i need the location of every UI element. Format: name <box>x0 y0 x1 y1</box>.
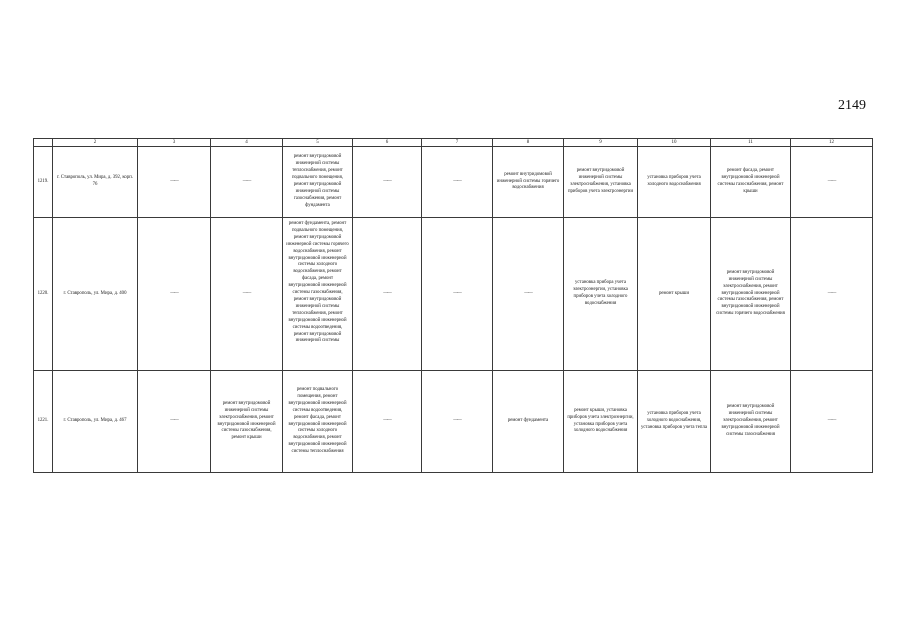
column-number: 11 <box>711 139 791 147</box>
dash-placeholder: —— <box>422 147 493 218</box>
work-list: ремонт фасада, ремонт внутридомовой инженерной системы газоснабжения, ремонт крыши <box>711 147 791 218</box>
work-list: ремонт внутридомовой инженерной системы теплоснабжения, ремонт подвального помещения, ремонт внутридомовой инженерной системы газоснабжения, ремонт фундамента <box>283 147 353 218</box>
dash-placeholder: —— <box>138 147 211 218</box>
work-list: ремонт внутридомовой инженерной системы горячего водоснабжения <box>493 147 564 218</box>
table-row <box>34 218 873 371</box>
dash-placeholder: —— <box>353 218 422 371</box>
work-list-cell <box>283 218 353 371</box>
work-list: ремонт внутридомовой инженерной системы электроснабжения, ремонт внутридомовой инженерной системы газоснабжения, ремонт крыши <box>211 371 283 473</box>
table-row <box>34 147 873 218</box>
work-list: ремонт фундамента <box>493 371 564 473</box>
table-row <box>34 371 873 473</box>
column-number: 8 <box>493 139 564 147</box>
dash-placeholder: —— <box>791 371 873 473</box>
column-number: 10 <box>638 139 711 147</box>
works-table <box>33 138 873 473</box>
column-number <box>34 139 53 147</box>
dash-placeholder: —— <box>211 218 283 371</box>
address: г. Ставрополь, ул. Мира, д. 467 <box>53 371 138 473</box>
dash-placeholder: —— <box>422 371 493 473</box>
dash-placeholder: —— <box>791 147 873 218</box>
dash-placeholder: —— <box>791 218 873 371</box>
column-number: 5 <box>283 139 353 147</box>
work-list: установка приборов учета холодного водоснабжения <box>638 147 711 218</box>
row-number: 1219. <box>34 147 53 218</box>
work-list: ремонт фундамента, ремонт подвального помещения, ремонт внутридомовой инженерной системы горячего водоснабжения, ремонт внутридомовой инженерной системы холодного водоснабжения, ремонт фасада, ремонт внутридомовой инженерной системы газоснабжения, ремонт внутридомовой инженерной системы теплоснабжения, ремонт внутридомовой инженерной системы водоотведения, ремонт внутридомовой инженерной системы <box>286 221 349 344</box>
work-list: ремонт подвального помещения, ремонт внутридомовой инженерной системы водоотведения, ремонт фасада, ремонт внутридомовой инженерной системы холодного водоснабжения, ремонт внутридомовой инженерной системы теплоснабжения <box>283 371 353 473</box>
dash-placeholder: —— <box>422 218 493 371</box>
address: г. Ставрополь, ул. Мира, д. 400 <box>53 218 138 371</box>
column-number: 2 <box>53 139 138 147</box>
work-list: ремонт крыши, установка приборов учета электроэнергии, установка приборов учета холодного водоснабжения <box>564 371 638 473</box>
row-number: 1221. <box>34 371 53 473</box>
dash-placeholder: —— <box>211 147 283 218</box>
column-number: 4 <box>211 139 283 147</box>
row-number: 1220. <box>34 218 53 371</box>
dash-placeholder: —— <box>138 218 211 371</box>
column-number: 6 <box>353 139 422 147</box>
work-list: ремонт крыши <box>638 218 711 371</box>
dash-placeholder: —— <box>353 147 422 218</box>
work-list: установка приборов учета холодного водоснабжения, установка приборов учета тепла <box>638 371 711 473</box>
column-number: 3 <box>138 139 211 147</box>
column-number: 9 <box>564 139 638 147</box>
address: г. Ставрополь, ул. Мира, д. 392, корп. 76 <box>53 147 138 218</box>
dash-placeholder: —— <box>353 371 422 473</box>
dash-placeholder: —— <box>493 218 564 371</box>
work-list: ремонт внутридомовой инженерной системы электроснабжения, ремонт внутридомовой инженерной системы газоснабжения, ремонт внутридомовой инженерной системы горячего водоснабжения <box>711 218 791 371</box>
page-number: 2149 <box>838 98 866 113</box>
dash-placeholder: —— <box>138 371 211 473</box>
work-list: ремонт внутридомовой инженерной системы электроснабжения, установка приборов учета электроэнергии <box>564 147 638 218</box>
column-number: 7 <box>422 139 493 147</box>
work-list: ремонт внутридомовой инженерной системы электроснабжения, ремонт внутридомовой инженерной системы газоснабжения <box>711 371 791 473</box>
work-list: установка прибора учета электроэнергии, установка приборов учета холодного водоснабжения <box>564 218 638 371</box>
column-number: 12 <box>791 139 873 147</box>
column-number-row <box>34 139 873 147</box>
